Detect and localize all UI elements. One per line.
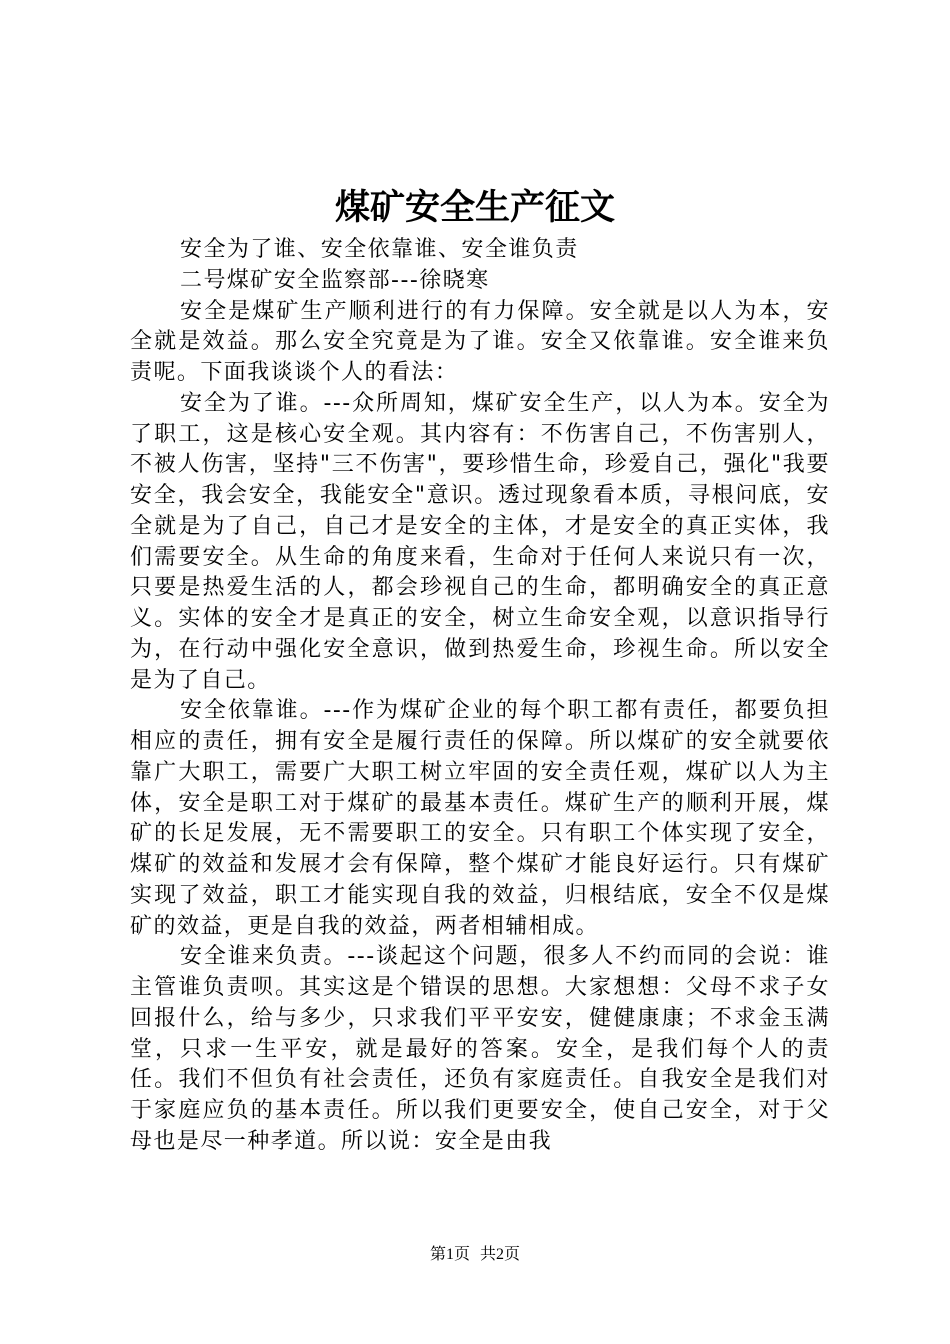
paragraph-intro: 安全是煤矿生产顺利进行的有力保障。安全就是以人为本，安全就是效益。那么安全究竟是为了谁。安全又依靠谁。安全谁来负责呢。下面我谈谈个人的看法： — [130, 298, 830, 385]
document-title: 煤矿安全生产征文 — [334, 187, 615, 228]
page-number: 第1页 — [429, 1246, 470, 1263]
subtitle-line: 安全为了谁、安全依靠谁、安全谁负责 — [180, 237, 579, 262]
paragraph-rely-on-whom: 安全依靠谁。---作为煤矿企业的每个职工都有责任，都要负担相应的责任，拥有安全是履行责任的保障。所以煤矿的安全就要依靠广大职工，需要广大职工树立牢固的安全责任观，煤矿以人为主体，安全是职工对于煤矿的最基本责任。煤矿生产的顺利开展，煤矿的长足发展，无不需要职工的安全。只有职工个体实现了安全，煤矿的效益和发展才会有保障，整个煤矿才能良好运行。只有煤矿实现了效益，职工才能实现自我的效益，归根结底，安全不仅是煤矿的效益，更是自我的效益，两者相辅相成。 — [130, 698, 830, 939]
page-footer — [0, 1244, 950, 1266]
paragraph-for-whom: 安全为了谁。---众所周知，煤矿安全生产，以人为本。安全为了职工，这是核心安全观。其内容有：不伤害自己，不伤害别人，不被人伤害，坚持"三不伤害"，要珍惜生命，珍爱自己，强化"我要安全，我会安全，我能安全"意识。透过现象看本质，寻根问底，安全就是为了自己，自己才是安全的主体，才是安全的真正实体，我们需要安全。从生命的角度来看，生命对于任何人来说只有一次，只要是热爱生活的人，都会珍视自己的生命，都明确安全的真正意义。实体的安全才是真正的安全，树立生命安全观，以意识指导行为，在行动中强化安全意识，做到热爱生命，珍视生命。所以安全是为了自己。 — [130, 390, 830, 693]
paragraph-who-responsible: 安全谁来负责。---谈起这个问题，很多人不约而同的会说：谁主管谁负责呗。其实这是个错误的思想。大家想想：父母不求子女回报什么，给与多少，只求我们平平安安，健健康康；不求金玉满堂，只求一生平安，就是最好的答案。安全，是我们每个人的责任。我们不但负有社会责任，还负有家庭责任。自我安全是我们对于家庭应负的基本责任。所以我们更要安全，使自己安全，对于父母也是尽一种孝道。所以说：安全是由我 — [130, 944, 830, 1154]
page-total: 共2页 — [480, 1246, 521, 1263]
document-body — [130, 235, 830, 1158]
author-line: 二号煤矿安全监察部---徐晓寒 — [180, 267, 490, 293]
